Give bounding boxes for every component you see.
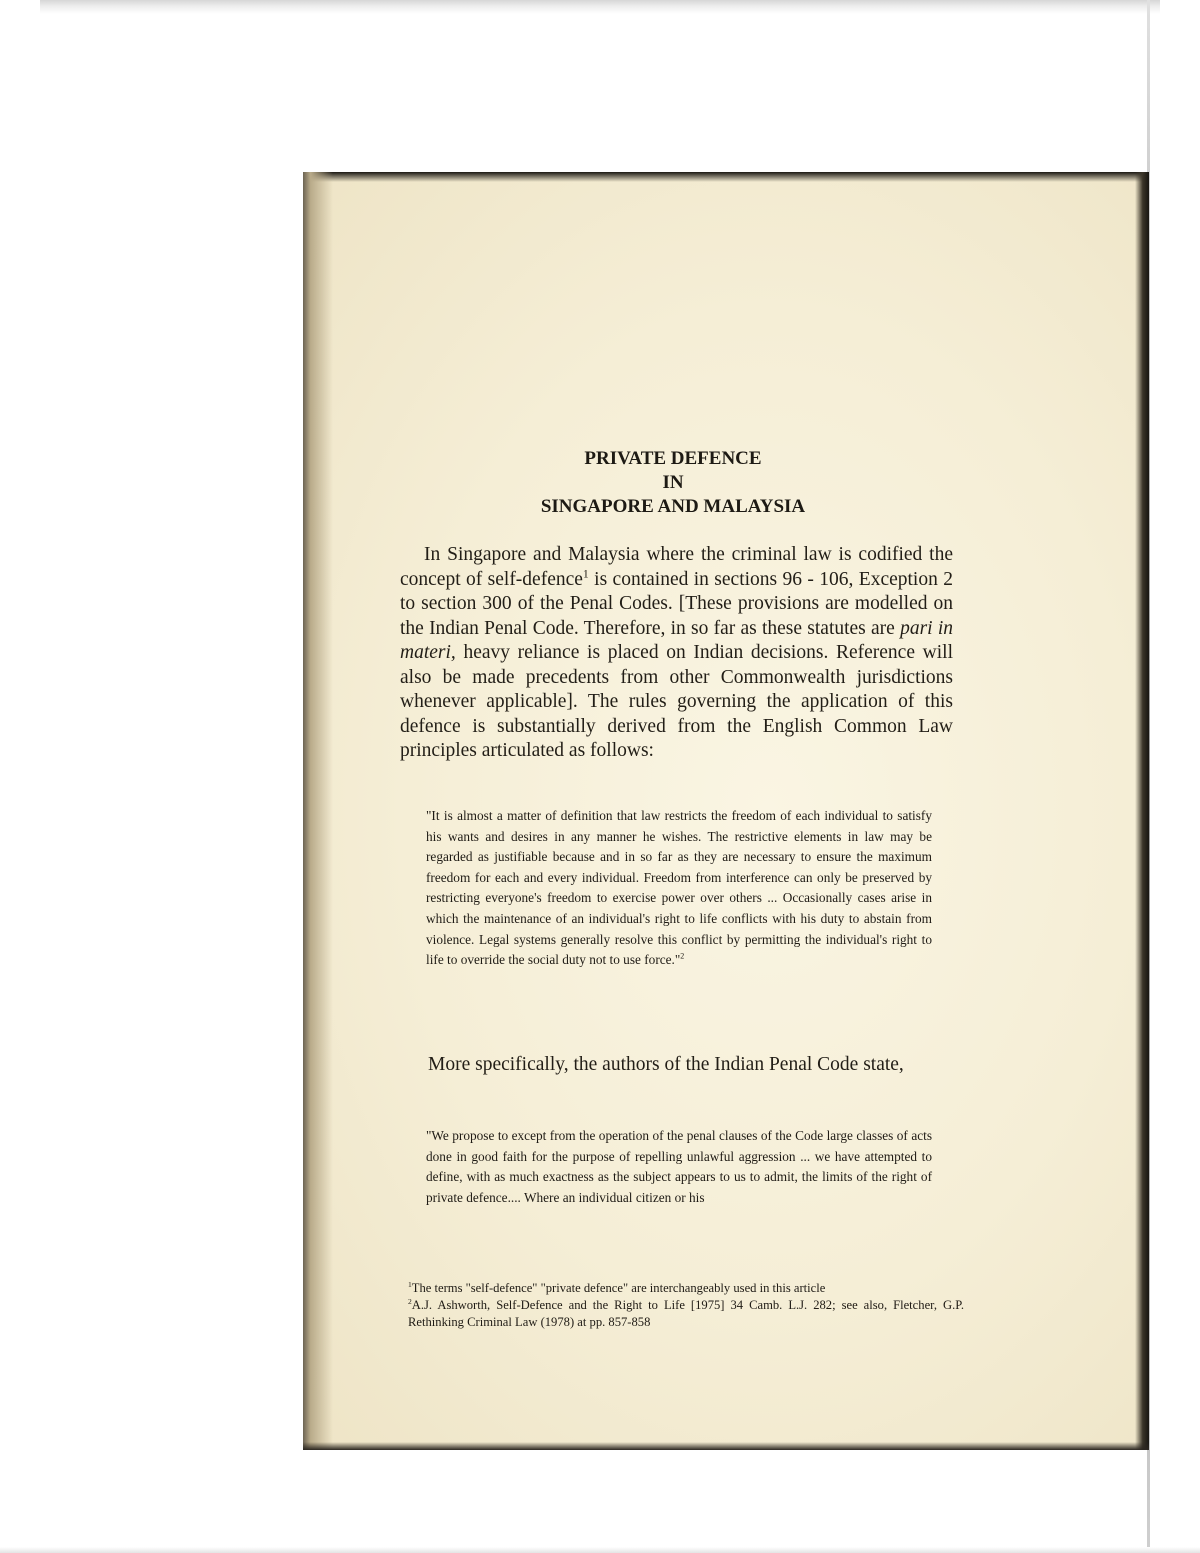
scan-shadow-top xyxy=(40,0,1160,14)
intro-italic-term: pari in materi, xyxy=(400,617,953,663)
title-line-1: PRIVATE DEFENCE xyxy=(584,448,762,469)
footnote-ref-2: 2 xyxy=(680,951,685,961)
page-gutter-shadow xyxy=(303,172,333,1450)
page-edge-bottom xyxy=(303,1442,1149,1450)
footnote-2-text: A.J. Ashworth, Self-Defence and the Right to Life [1975] 34 Camb. L.J. 282; see also, Fletcher, G.P. Rethinking Criminal Law (1978) at pp. 857-858 xyxy=(408,1298,964,1329)
second-paragraph: More specifically, the authors of the Indian Penal Code state, xyxy=(428,1054,904,1075)
footnote-1-text: The terms "self-defence" "private defence" are interchangeably used in this article xyxy=(411,1281,826,1295)
page-edge-right xyxy=(1135,172,1149,1450)
intro-paragraph xyxy=(400,543,953,764)
scan-shadow-bottom xyxy=(0,1547,1200,1553)
intro-text-c: heavy reliance is placed on Indian decisions. Reference will also be made precedents from other Commonwealth jurisdictions whenever applicable]. The rules governing the application of this defence is substantially derived from the English Common Law principles articulated as follows: xyxy=(400,642,953,761)
article-title xyxy=(373,447,973,519)
footnote-1-mark: 1 xyxy=(408,1279,412,1289)
footnote-2 xyxy=(408,1297,964,1331)
block-quote-ipc-authors: "We propose to except from the operation of the penal clauses of the Code large classes of acts done in good faith for the purpose of repelling unlawful aggression ... we have attempted to define, with as much exactness as the subject appears to us to admit, the limits of the right of private defence.... Where an individual citizen or his xyxy=(426,1128,932,1205)
footnote-2-mark: 2 xyxy=(408,1296,412,1306)
footnote-ref-1: 1 xyxy=(582,567,589,580)
intro-text-b: is contained in sections 96 - 106, Exception 2 to section 300 of the Penal Codes. [These provisions are modelled on the Indian Penal Code. Therefore, in so far as these statutes are xyxy=(400,568,953,639)
title-line-3: SINGAPORE AND MALAYSIA xyxy=(540,496,806,517)
footnote-1 xyxy=(408,1280,964,1297)
quote1-text: "It is almost a matter of definition that law restricts the freedom of each individual to satisfy his wants and desires in any manner he wishes. The restrictive elements in law may be regarded as justifiable because and in so far as they are necessary to ensure the maximum freedom for each and every individual. Freedom from interference can only be preserved by restricting everyone's freedom to exercise power over others ... Occasionally cases arise in which the maintenance of an individual's right to life conflicts with his duty to abstain from violence. Legal systems generally resolve this conflict by permitting the individual's right to life to override the social duty not to use force." xyxy=(426,808,932,968)
footnotes xyxy=(408,1280,964,1331)
page-edge-top xyxy=(303,172,1149,182)
block-quote-ashworth xyxy=(426,806,932,971)
title-line-2: IN xyxy=(662,472,684,493)
intro-text-a: In Singapore and Malaysia where the criminal law is codified the concept of self-defence xyxy=(400,544,953,590)
